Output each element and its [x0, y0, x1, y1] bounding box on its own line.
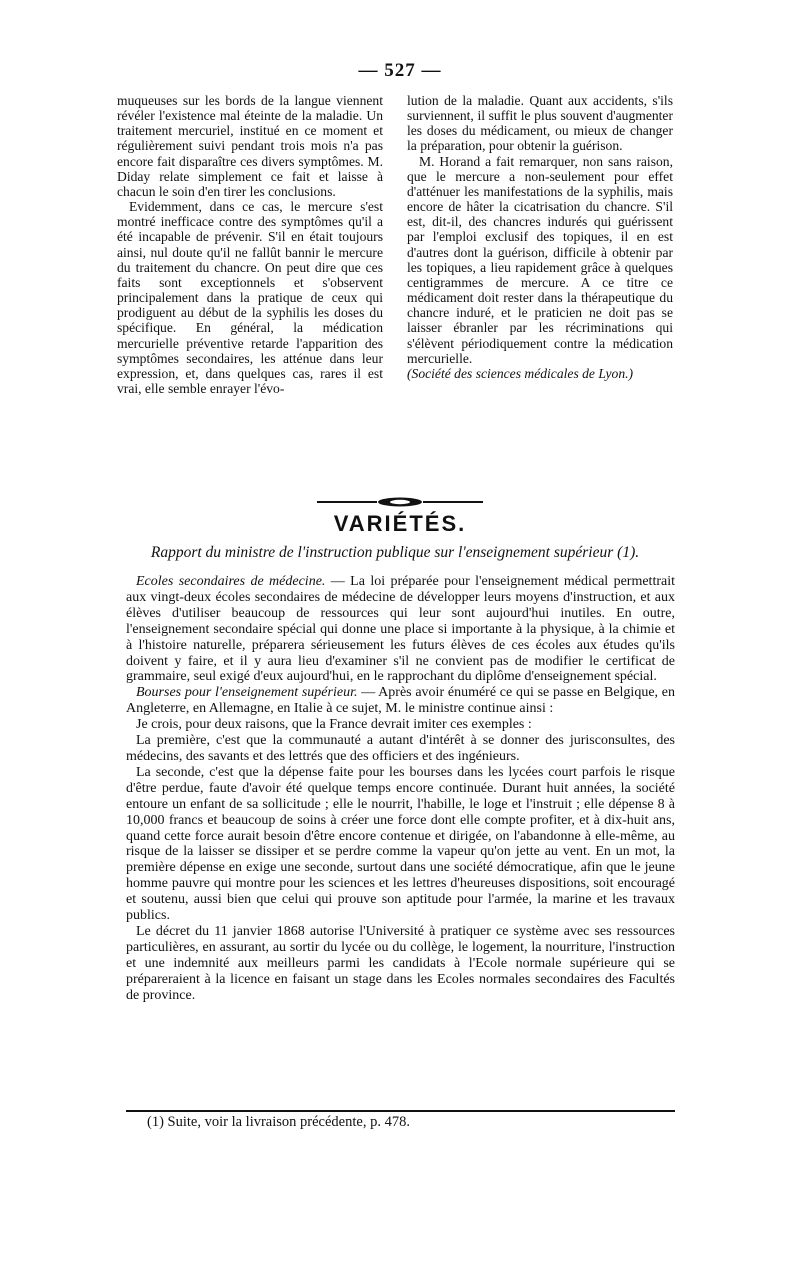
- paragraph-text: La première, c'est que la communauté a autant d'intérêt à se donner des jurisconsultes, des médecins, des savants et des lettrés que des officiers et des ingénieurs.: [126, 733, 675, 764]
- footnote-rule: [126, 1110, 675, 1112]
- body-paragraph: [126, 765, 675, 924]
- paragraph-text: — Après avoir énuméré ce qui se passe en Belgique, en Angleterre, en Allemagne, en Italie à ce sujet, M. le ministre continue ainsi :: [126, 685, 675, 717]
- section-title: VARIÉTÉS.: [333, 511, 467, 536]
- report-title-note: (1).: [617, 544, 640, 561]
- citation: (Société des sciences médicales de Lyon.): [407, 365, 634, 381]
- body-paragraph: [126, 685, 675, 717]
- body-paragraph: [126, 733, 675, 765]
- right-paragraph: lution de la maladie. Quant aux accidents, s'ils surviennent, il suffit le plus souvent d'augmenter les doses du médicament, ou mieux de changer la préparation, pour obtenir la guérison.: [407, 93, 673, 154]
- report-title-text: Rapport du ministre de l'instruction publique sur l'enseignement supérieur: [150, 544, 614, 561]
- footnote-text: Suite, voir la livraison précédente, p. 478.: [163, 1114, 410, 1130]
- page-number: — 527 —: [358, 60, 442, 81]
- body-paragraph: [126, 717, 675, 733]
- left-column: [117, 93, 383, 396]
- paragraph-lead: Ecoles secondaires de médecine.: [136, 574, 326, 589]
- footnote: [147, 1114, 667, 1131]
- body-paragraph: [126, 574, 675, 685]
- ornamental-divider: [317, 497, 483, 507]
- article-body: [126, 574, 675, 1003]
- right-paragraph: M. Horand a fait remarquer, non sans raison, que le mercure a non-seulement pour effet d'atténuer les manifestations de la syphilis, mais encore de hâter la cicatrisation du chancre. S'il est, dit-il, des chancres indurés qui guérissent par l'emploi exclusif des topiques, il en est d'autres dont la guérison, difficile à obtenir par les topiques, a lieu rapidement grâce à quelques centigrammes de mercure. A ce titre ce médicament doit rester dans la thérapeutique du chancre induré, et le praticien ne doit pas se laisser ébranler par les récriminations qui s'élèvent périodiquement contre la médication mercurielle.: [407, 153, 673, 366]
- left-paragraph: muqueuses sur les bords de la langue viennent révéler l'existence mal éteinte de la maladie. Un traitement mercuriel, institué en ce moment et régulièrement suivi pendant trois mois n'a pas encore fait disparaître ces divers symptômes. M. Diday relate simplement ce fait et laisse à chacun le soin d'en tirer les conclusions.: [117, 93, 383, 199]
- left-paragraph: Evidemment, dans ce cas, le mercure s'est montré inefficace contre des symptômes qu'il a été incapable de prévenir. S'il en était toujours ainsi, nul doute qu'il ne fallût bannir le mercure du traitement du chancre. On peut dire que ces faits sont exceptionnels et s'observent principalement dans la pratique de ceux qui prodiguent au début de la syphilis les doses du spécifique. En général, la médication mercurielle préventive retarde l'apparition des symptômes secondaires, les atténue dans leur expression, et, dans quelques cas, rares il est vrai, elle semble enrayer l'évo-: [117, 199, 383, 396]
- paragraph-text: Je crois, pour deux raisons, que la France devrait imiter ces exemples :: [136, 717, 532, 733]
- footnote-marker: (1): [147, 1114, 164, 1130]
- body-paragraph: [126, 924, 675, 1004]
- paragraph-lead: Bourses pour l'enseignement supérieur.: [136, 685, 358, 701]
- paragraph-text: La seconde, c'est que la dépense faite pour les bourses dans les lycées court parfois le risque d'être perdue, faute d'avoir été quelque temps encore continuée. Durant huit années, la société entoure un enfant de sa sollicitude ; elle le nourrit, l'habille, le loge et l'instruit ; elle dépense 8 à 10,000 francs et beaucoup de soins à créer une force dont elle compte profiter, et à dix-huit ans, quand cette force aurait besoin d'être encore contenue et dirigée, on l'abandonne à elle-même, au risque de la laisser se dissiper et se perdre comme la vapeur qu'on jette au vent. En un mot, la première dépense en exige une seconde, surtout dans une société démocratique, afin que le jeune homme pauvre qui montre pour les sciences et les lettres d'heureuses dispositions, soit encouragé et soutenu, aussi bien que celui qui prouve son aptitude pour l'armée, la marine et les travaux publics.: [126, 764, 675, 924]
- right-column: [407, 93, 673, 381]
- paragraph-text: Le décret du 11 janvier 1868 autorise l'Université à pratiquer ce système avec ses ressources particulières, en assurant, au sortir du lycée ou du collège, le logement, la nourriture, l'instruction et une indemnité aux meilleurs parmi les candidats à l'Ecole normale supérieure qui se prépareraient à la licence en faisant un stage dans les Ecoles normales secondaires des Facultés de province.: [126, 923, 675, 1003]
- two-column-section: [117, 93, 673, 493]
- report-title: [117, 544, 673, 562]
- paragraph-text: — La loi préparée pour l'enseignement médical permettrait aux vingt-deux écoles secondaires de médecine de développer leurs moyens d'instruction, et aux élèves d'utiliser beaucoup de ressources qui leur sont aujourd'hui inutiles. En outre, l'enseignement secondaire spécial qui donne une place si importante à la physique, à la chimie et à l'histoire naturelle, préparera sérieusement les futurs élèves de ces écoles aux études qu'ils doivent y faire, et il y aura lieu d'examiner s'il ne convient pas de modifier le certificat de grammaire, seul exigé d'eux aujourd'hui, en le rapprochant du diplôme d'enseignement spécial.: [126, 574, 675, 685]
